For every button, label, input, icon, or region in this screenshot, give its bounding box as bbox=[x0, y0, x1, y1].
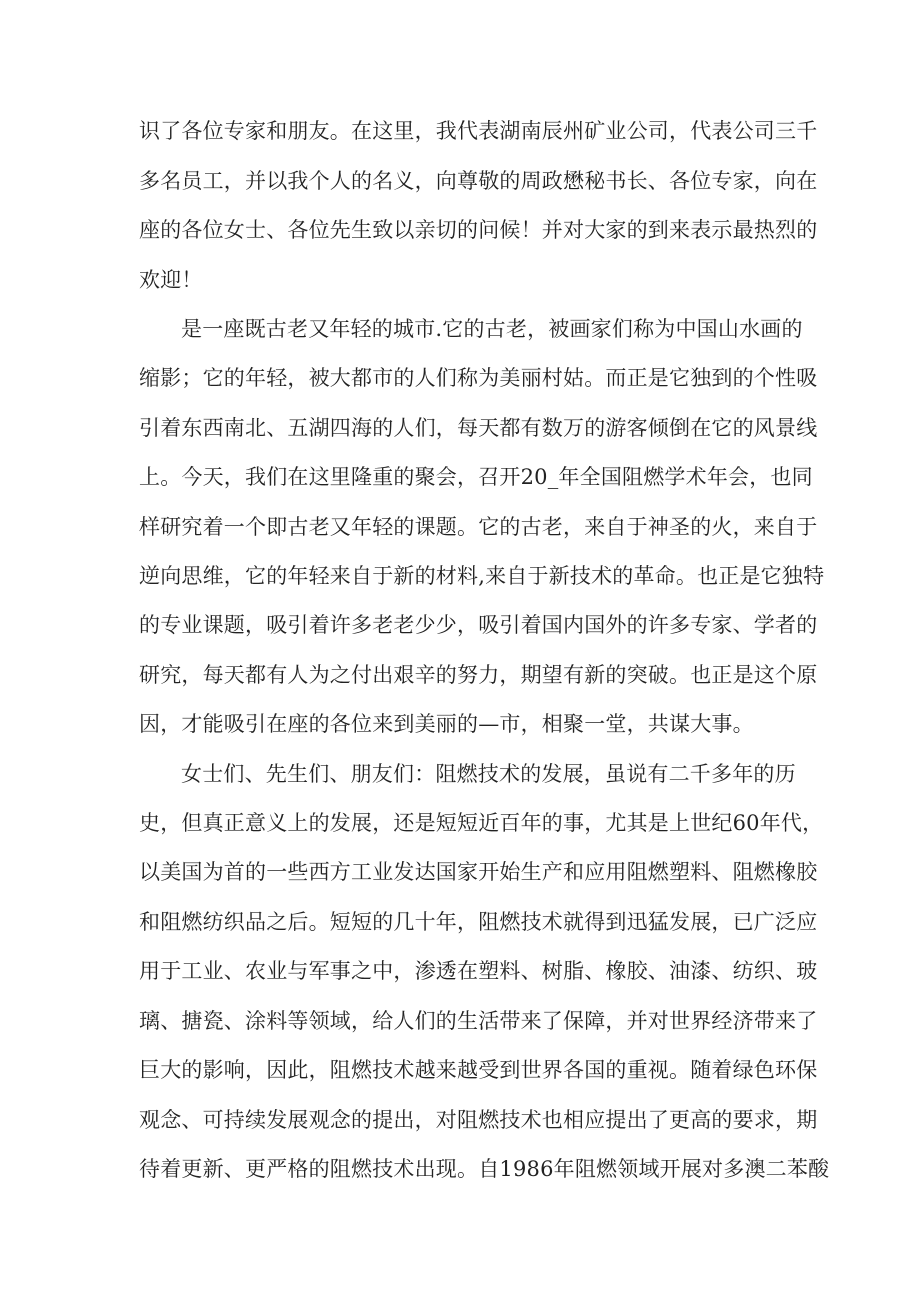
paragraph-line: 因，才能吸引在座的各位来到美丽的—市，相聚一堂，共谋大事。 bbox=[139, 712, 754, 736]
paragraph-line: 欢迎！ bbox=[139, 268, 203, 292]
paragraph-line: 缩影；它的年轻，被大都市的人们称为美丽村姑。而正是它独到的个性吸 bbox=[139, 366, 818, 390]
paragraph-line: 用于工业、农业与军事之中，渗透在塑料、树脂、橡胶、油漆、纺织、玻 bbox=[139, 959, 818, 983]
paragraph-line: 上。今天，我们在这里隆重的聚会，召开20_年全国阻燃学术年会，也同 bbox=[139, 465, 813, 489]
paragraph-line: 女士们、先生们、朋友们：阻燃技术的发展，虽说有二千多年的历 bbox=[181, 762, 796, 786]
paragraph-line: 璃、搪瓷、涂料等领域，给人们的生活带来了保障，并对世界经济带来了 bbox=[139, 1009, 818, 1033]
paragraph-line: 以美国为首的一些西方工业发达国家开始生产和应用阻燃塑料、阻燃橡胶 bbox=[139, 860, 818, 884]
paragraph-line: 和阻燃纺织品之后。短短的几十年，阻燃技术就得到迅猛发展，已广泛应 bbox=[139, 910, 818, 934]
paragraph-line: 史，但真正意义上的发展，还是短短近百年的事，尤其是上世纪60年代， bbox=[139, 811, 824, 835]
paragraph-line: 待着更新、更严格的阻燃技术出现。自1986年阻燃领域开展对多澳二苯酸 bbox=[139, 1157, 830, 1181]
paragraph-line: 多名员工，并以我个人的名义，向尊敬的周政懋秘书长、各位专家，向在 bbox=[139, 169, 818, 193]
paragraph-line: 观念、可持续发展观念的提出，对阻燃技术也相应提出了更高的要求，期 bbox=[139, 1108, 818, 1132]
paragraph-line: 研究，每天都有人为之付出艰辛的努力，期望有新的突破。也正是这个原 bbox=[139, 663, 818, 687]
paragraph-line: 是一座既古老又年轻的城市.它的古老，被画家们称为中国山水画的 bbox=[181, 317, 803, 341]
paragraph-line: 巨大的影响，因此，阻燃技术越来越受到世界各国的重视。随着绿色环保 bbox=[139, 1058, 818, 1082]
paragraph-line: 逆向思维，它的年轻来自于新的材料,来自于新技术的革命。也正是它独特 bbox=[139, 564, 825, 588]
paragraph-line: 识了各位专家和朋友。在这里，我代表湖南辰州矿业公司，代表公司三千 bbox=[139, 119, 818, 143]
paragraph-line: 座的各位女士、各位先生致以亲切的问候！并对大家的到来表示最热烈的 bbox=[139, 218, 818, 242]
paragraph-line: 的专业课题，吸引着许多老老少少，吸引着国内国外的许多专家、学者的 bbox=[139, 613, 818, 637]
paragraph-line: 引着东西南北、五湖四海的人们，每天都有数万的游客倾倒在它的风景线 bbox=[139, 416, 818, 440]
paragraph-line: 样研究着一个即古老又年轻的课题。它的古老，来自于神圣的火，来自于 bbox=[139, 515, 818, 539]
